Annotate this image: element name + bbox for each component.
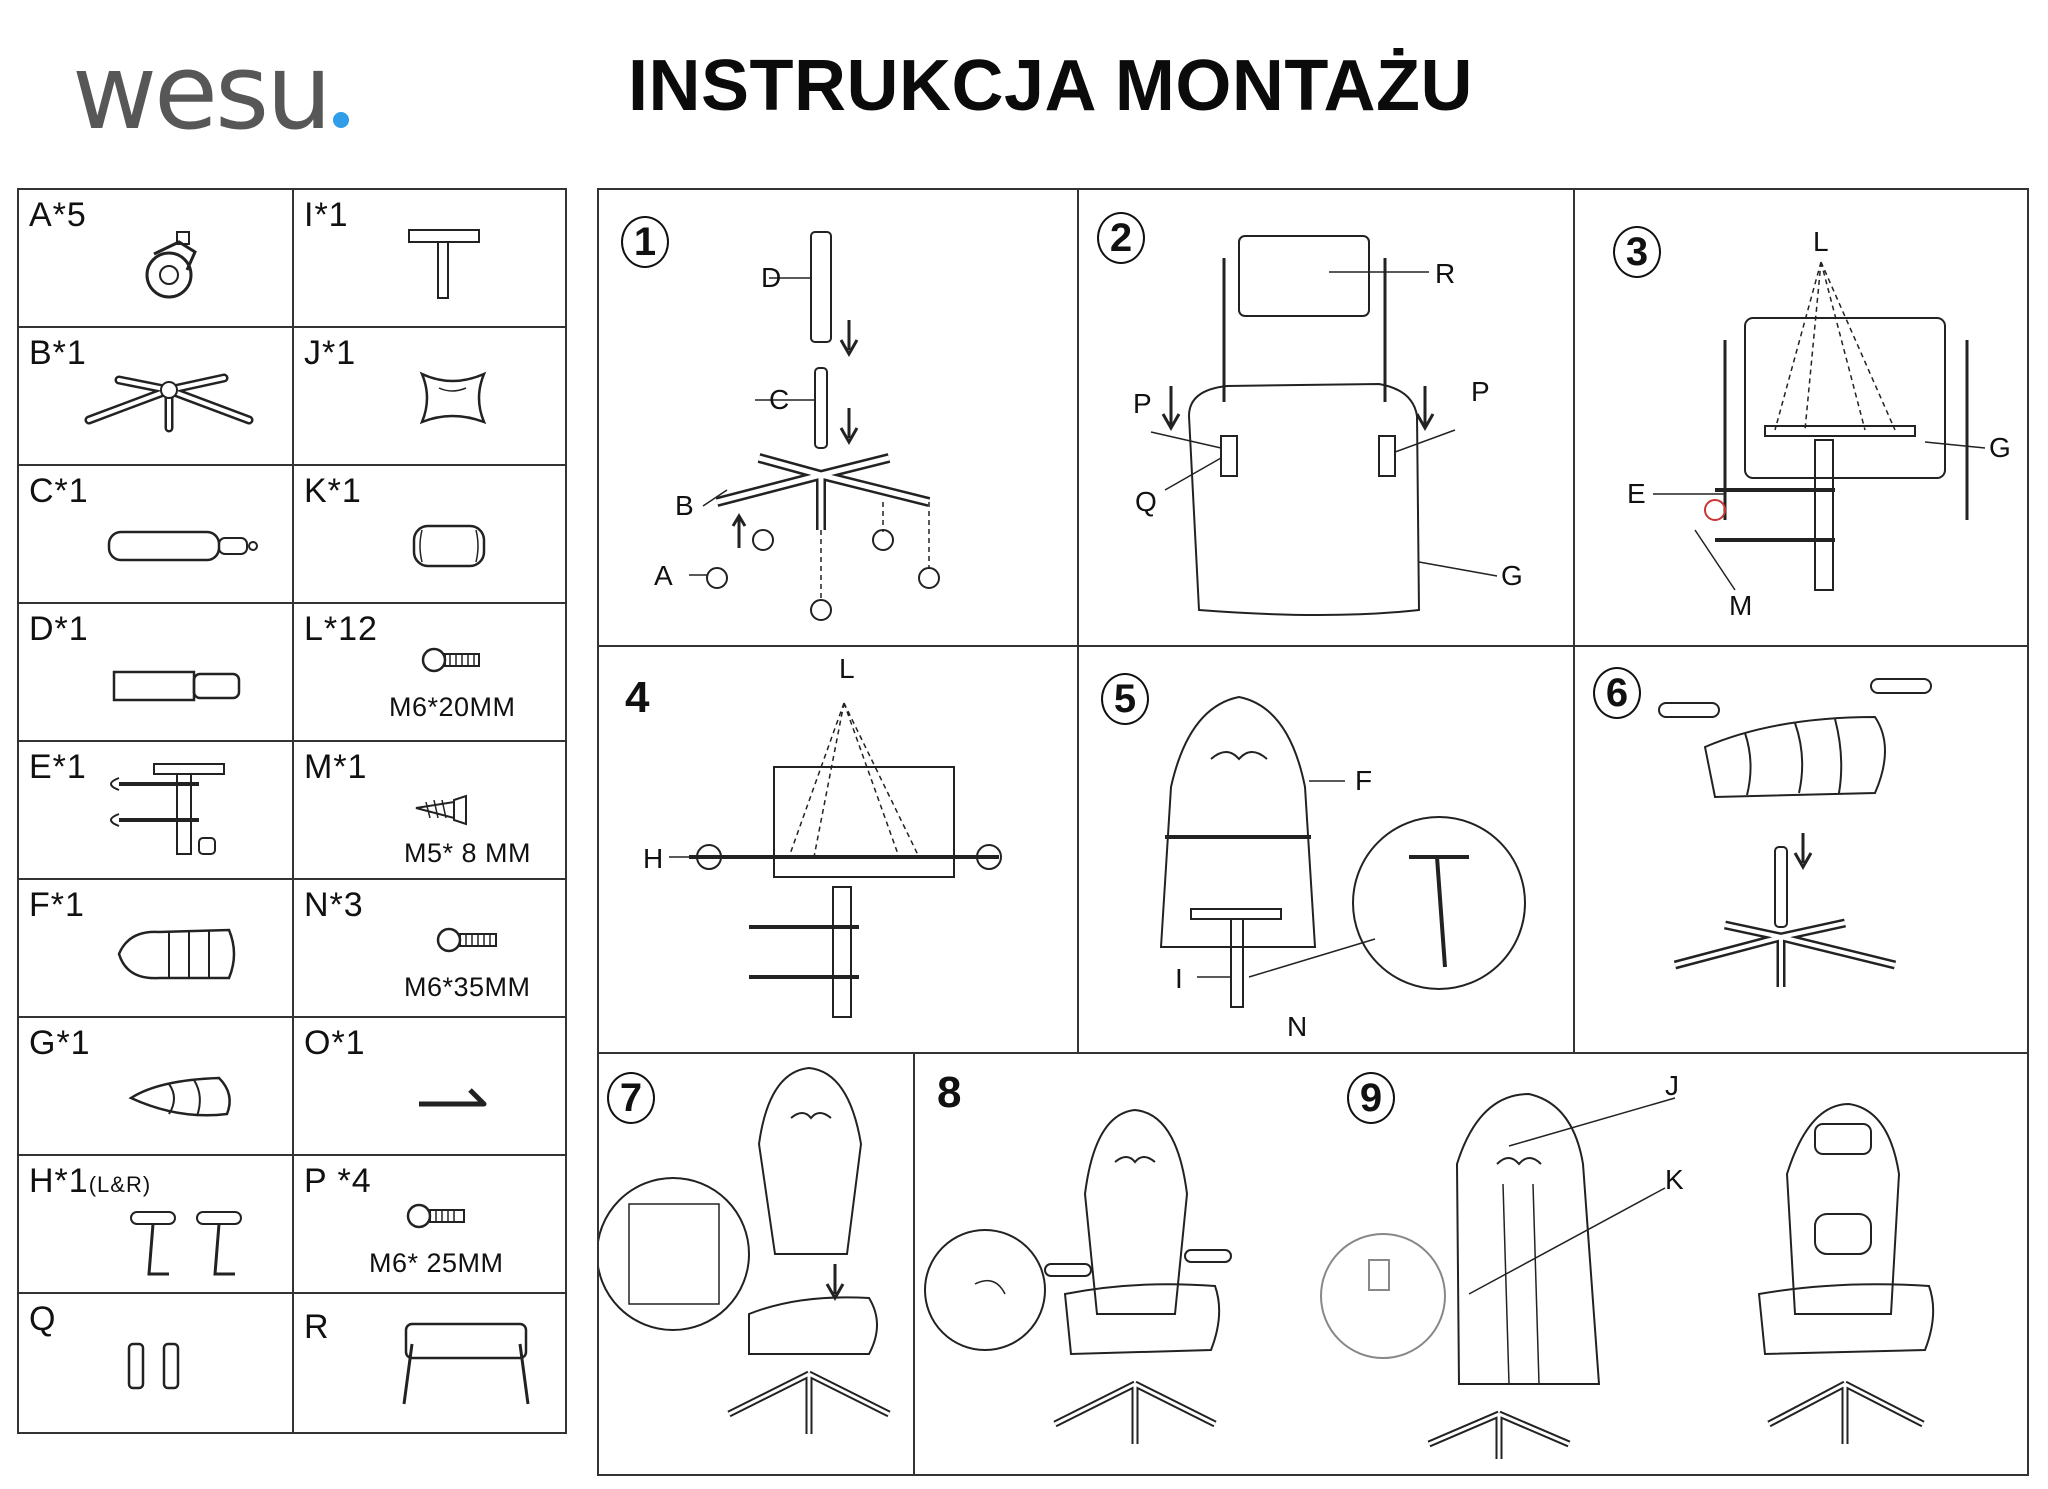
part-label: B*1 — [29, 334, 87, 372]
part-n-cell — [294, 880, 567, 1018]
part-c-cell — [19, 466, 294, 604]
step-3 — [1575, 190, 2029, 647]
part-label: E*1 — [29, 748, 87, 786]
part-label: P *4 — [304, 1162, 372, 1200]
step-number: 5 — [1101, 673, 1149, 725]
callout-label: I — [1175, 963, 1183, 994]
part-label: N*3 — [304, 886, 364, 924]
part-label: J*1 — [304, 334, 357, 372]
lumbar-pillow-icon — [294, 466, 567, 604]
tilt-mechanism-icon — [19, 742, 294, 880]
tighten-knob-diagram — [915, 1054, 1319, 1476]
callout-label: L — [1813, 226, 1829, 257]
callout-label: C — [769, 384, 790, 415]
step-5 — [1079, 647, 1575, 1054]
part-b-cell — [19, 328, 294, 466]
callout-label: A — [654, 560, 673, 591]
callout-label: D — [761, 262, 782, 293]
step-number: 1 — [621, 216, 669, 268]
callout-label: F — [1355, 765, 1373, 796]
part-label: Q — [29, 1300, 57, 1338]
step-2 — [1079, 190, 1575, 647]
step-number: 7 — [607, 1072, 655, 1124]
parts-list — [17, 188, 567, 1434]
callout-label: E — [1627, 478, 1646, 509]
part-p-cell — [294, 1156, 567, 1294]
part-label: I*1 — [304, 196, 349, 234]
headrest-frame-icon — [294, 1294, 567, 1434]
part-label: M*1 — [304, 748, 368, 786]
part-label: G*1 — [29, 1024, 91, 1062]
headrest-pillow-icon — [294, 328, 567, 466]
part-label: R — [304, 1308, 330, 1346]
pillows-attach-diagram — [1319, 1054, 2029, 1476]
step-number: 9 — [1347, 1072, 1395, 1124]
part-label: L*12 — [304, 610, 378, 648]
backrest-icon — [19, 880, 294, 1018]
callout-label: P — [1471, 376, 1490, 407]
backrest-bracket-diagram — [1079, 647, 1575, 1054]
logo-dot — [333, 112, 349, 128]
part-label: O*1 — [304, 1024, 366, 1062]
part-l-cell — [294, 604, 567, 742]
step-number: 3 — [1613, 226, 1661, 278]
star-base-icon — [19, 328, 294, 466]
step-4 — [599, 647, 1079, 1054]
part-f-cell — [19, 880, 294, 1018]
part-j-cell — [294, 328, 567, 466]
step-7 — [599, 1054, 915, 1476]
part-label: C*1 — [29, 472, 89, 510]
step-8 — [915, 1054, 1319, 1476]
seat-to-base-diagram — [1575, 647, 2029, 1054]
part-label: F*1 — [29, 886, 85, 924]
callout-label: M — [1729, 590, 1753, 621]
callout-label: Q — [1135, 486, 1157, 517]
page-title: INSTRUKCJA MONTAŻU — [628, 46, 1473, 126]
part-spec: M6*35MM — [404, 972, 531, 1002]
part-spec: M5* 8 MM — [404, 838, 532, 868]
allen-key-icon — [294, 1018, 567, 1156]
callout-label: H — [643, 843, 664, 874]
part-i-cell — [294, 190, 567, 328]
callout-label: K — [1665, 1164, 1684, 1195]
part-spec: M6*20MM — [389, 692, 516, 722]
step-1 — [599, 190, 1079, 647]
callout-label: J — [1665, 1070, 1679, 1101]
step-number: 4 — [625, 673, 650, 722]
part-label: D*1 — [29, 610, 89, 648]
callout-label: N — [1287, 1011, 1308, 1042]
mechanism-attach-diagram — [1575, 190, 2029, 647]
callout-label: B — [675, 490, 694, 521]
cylinder-cover-icon — [19, 604, 294, 742]
step-number: 2 — [1097, 212, 1145, 264]
part-a-cell — [19, 190, 294, 328]
part-label: A*5 — [29, 196, 87, 234]
brand-logo: wesu — [72, 40, 349, 144]
step-number: 8 — [937, 1068, 962, 1117]
part-g-cell — [19, 1018, 294, 1156]
gas-lift-icon — [19, 466, 294, 604]
armrests-icon — [19, 1156, 294, 1294]
callout-label: P — [1133, 388, 1152, 419]
part-h-cell — [19, 1156, 294, 1294]
seat-backrest-join-diagram — [599, 1054, 915, 1476]
callout-label: L — [839, 653, 855, 684]
callout-label: G — [1501, 560, 1523, 591]
assembly-steps — [597, 188, 2029, 1476]
part-o-cell — [294, 1018, 567, 1156]
pins-icon — [19, 1294, 294, 1434]
t-bracket-icon — [294, 190, 567, 328]
part-q-cell — [19, 1294, 294, 1434]
part-r-cell — [294, 1294, 567, 1434]
step-6 — [1575, 647, 2029, 1054]
part-label: K*1 — [304, 472, 362, 510]
part-k-cell — [294, 466, 567, 604]
callout-label: G — [1989, 432, 2011, 463]
step-9 — [1319, 1054, 2029, 1476]
callout-label: R — [1435, 258, 1456, 289]
armrest-attach-diagram — [599, 647, 1079, 1054]
part-spec: M6* 25MM — [369, 1248, 504, 1278]
caster-wheel-icon — [19, 190, 294, 328]
part-e-cell — [19, 742, 294, 880]
part-m-cell — [294, 742, 567, 880]
part-d-cell — [19, 604, 294, 742]
step-number: 6 — [1593, 667, 1641, 719]
seat-cushion-icon — [19, 1018, 294, 1156]
part-label: H*1(L&R) — [29, 1162, 152, 1200]
